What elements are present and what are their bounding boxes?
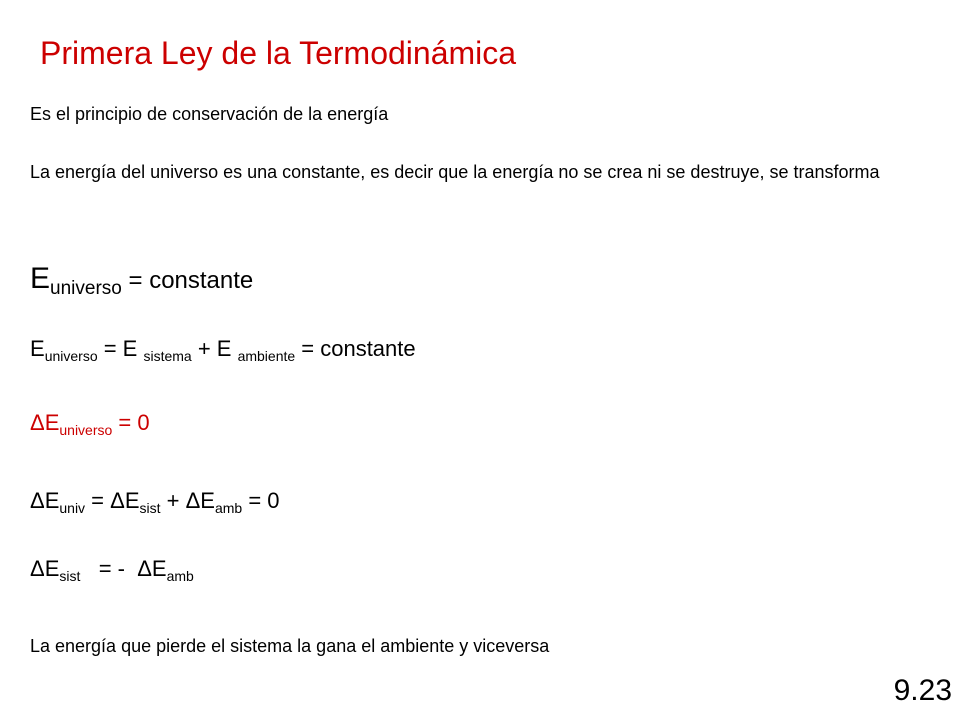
equation-delta-sum — [30, 488, 280, 514]
eq-symbol: ΔE — [30, 488, 60, 513]
eq-symbol: E — [30, 262, 51, 295]
eq-text: + E — [191, 336, 238, 361]
eq-subscript: universo — [59, 422, 113, 438]
eq-text: + ΔE — [160, 488, 215, 513]
slide-title: Primera Ley de la Termodinámica — [40, 35, 517, 71]
eq-subscript: amb — [166, 568, 194, 584]
eq-subscript: universo — [44, 348, 98, 364]
eq-text: = 0 — [242, 488, 280, 513]
eq-text: = constante — [295, 336, 416, 361]
page-number: 9.23 — [893, 674, 952, 707]
eq-symbol: ΔE — [30, 410, 60, 435]
eq-text: = - ΔE — [80, 556, 167, 581]
eq-rest: = constante — [121, 267, 254, 294]
eq-text: = E — [97, 336, 144, 361]
eq-text: = 0 — [112, 410, 150, 435]
eq-symbol: ΔE — [30, 556, 60, 581]
eq-subscript: univ — [59, 500, 86, 516]
equation-delta-universe-zero — [30, 410, 150, 436]
eq-subscript: amb — [214, 500, 243, 516]
equation-delta-system-ambient — [30, 556, 194, 582]
equation-energy-universe-constant — [30, 262, 254, 299]
eq-text: = ΔE — [85, 488, 140, 513]
eq-subscript: sist — [139, 500, 161, 516]
equation-energy-sum — [30, 336, 416, 362]
definition-text: Es el principio de conservación de la energía — [30, 104, 389, 124]
eq-subscript: universo — [50, 278, 122, 299]
conclusion-text: La energía que pierde el sistema la gana el ambiente y viceversa — [30, 636, 550, 656]
explanation-text: La energía del universo es una constante, es decir que la energía no se crea ni se destruye, se transforma — [30, 162, 880, 182]
eq-subscript: sist — [59, 568, 81, 584]
eq-subscript: ambiente — [237, 348, 296, 364]
eq-symbol: E — [30, 336, 45, 361]
eq-subscript: sistema — [143, 348, 192, 364]
